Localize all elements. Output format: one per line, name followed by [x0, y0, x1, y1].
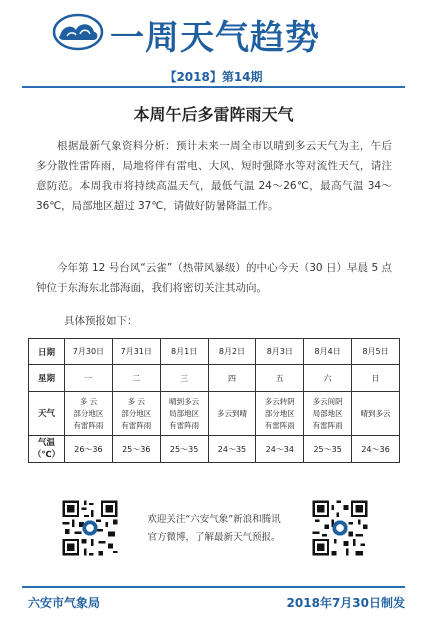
table-row-weather: [29, 392, 400, 436]
issue-date: 2018年7月30日制发: [286, 596, 405, 610]
weekday-cell: 一: [65, 365, 113, 392]
issuing-organization: 六安市气象局: [28, 596, 101, 610]
weekday-cell: 二: [112, 365, 160, 392]
row-label-date: 日期: [29, 339, 65, 365]
header: [0, 0, 427, 62]
forecast-table: [28, 338, 400, 463]
weekday-cell: 五: [256, 365, 304, 392]
temperature-cell: 24～36: [352, 436, 400, 463]
bottom-divider: [22, 586, 405, 588]
weekday-cell: 六: [304, 365, 352, 392]
weibo-qr-code[interactable]: [60, 498, 120, 558]
row-label-weather: 天气: [29, 392, 65, 436]
date-cell: 8月2日: [208, 339, 256, 365]
weather-cell: 多云到晴: [208, 392, 256, 436]
temperature-cell: 25～35: [304, 436, 352, 463]
temperature-cell: 25～36: [112, 436, 160, 463]
date-cell: 8月5日: [352, 339, 400, 365]
table-row-temperature: [29, 436, 400, 463]
weather-cell: 晴到多云 局部地区 有雷阵雨: [160, 392, 208, 436]
bulletin-title: 一周天气趋势: [110, 18, 320, 58]
temperature-cell: 25～35: [160, 436, 208, 463]
date-cell: 7月30日: [65, 339, 113, 365]
wechat-qr-code[interactable]: [310, 498, 370, 558]
typhoon-paragraph: 今年第 12 号台风“云雀”（热带风暴级）的中心今天（30 日）早晨 5 点钟位于东海东北部海面，我们将密切关注其动向。: [36, 262, 392, 294]
table-row-date: [29, 339, 400, 365]
temperature-cell: 26～36: [65, 436, 113, 463]
issue-number: 【2018】第14期: [164, 70, 263, 84]
table-intro: 具体预报如下：: [64, 315, 138, 327]
weekday-cell: 三: [160, 365, 208, 392]
document-title: 本周午后多雷阵雨天气: [133, 105, 294, 124]
row-label-temperature: 气温 （℃）: [29, 436, 65, 463]
weather-cell: 多云转阴 部分地区 有雷阵雨: [256, 392, 304, 436]
temperature-cell: 24～35: [208, 436, 256, 463]
date-cell: 8月4日: [304, 339, 352, 365]
date-cell: 8月1日: [160, 339, 208, 365]
weekday-cell: 四: [208, 365, 256, 392]
temperature-cell: 24～34: [256, 436, 304, 463]
top-divider: [22, 86, 405, 88]
weather-logo-icon: [52, 12, 104, 52]
weather-cell: 多 云 部分地区 有雷阵雨: [112, 392, 160, 436]
weekday-cell: 日: [352, 365, 400, 392]
follow-us-text: 欢迎关注“六安气象”新浪和腾讯 官方微博，了解最新天气预报。: [147, 514, 281, 543]
forecast-summary-paragraph: 根据最新气象资料分析：预计未来一周全市以晴到多云天气为主，午后多分散性雷阵雨，局地将伴有雷电、大风、短时强降水等对流性天气，请注意防范。本周我市将持续高温天气，最低气温 24～26℃，最高气温 34～36℃，局部地区超过 37℃，请做好防暑降温工作。: [36, 140, 392, 212]
date-cell: 7月31日: [112, 339, 160, 365]
row-label-weekday: 星期: [29, 365, 65, 392]
weather-cell: 晴到多云: [352, 392, 400, 436]
weather-cell: 多云间阴 局部地区 有雷阵雨: [304, 392, 352, 436]
weather-cell: 多 云 部分地区 有雷阵雨: [65, 392, 113, 436]
date-cell: 8月3日: [256, 339, 304, 365]
table-row-weekday: [29, 365, 400, 392]
